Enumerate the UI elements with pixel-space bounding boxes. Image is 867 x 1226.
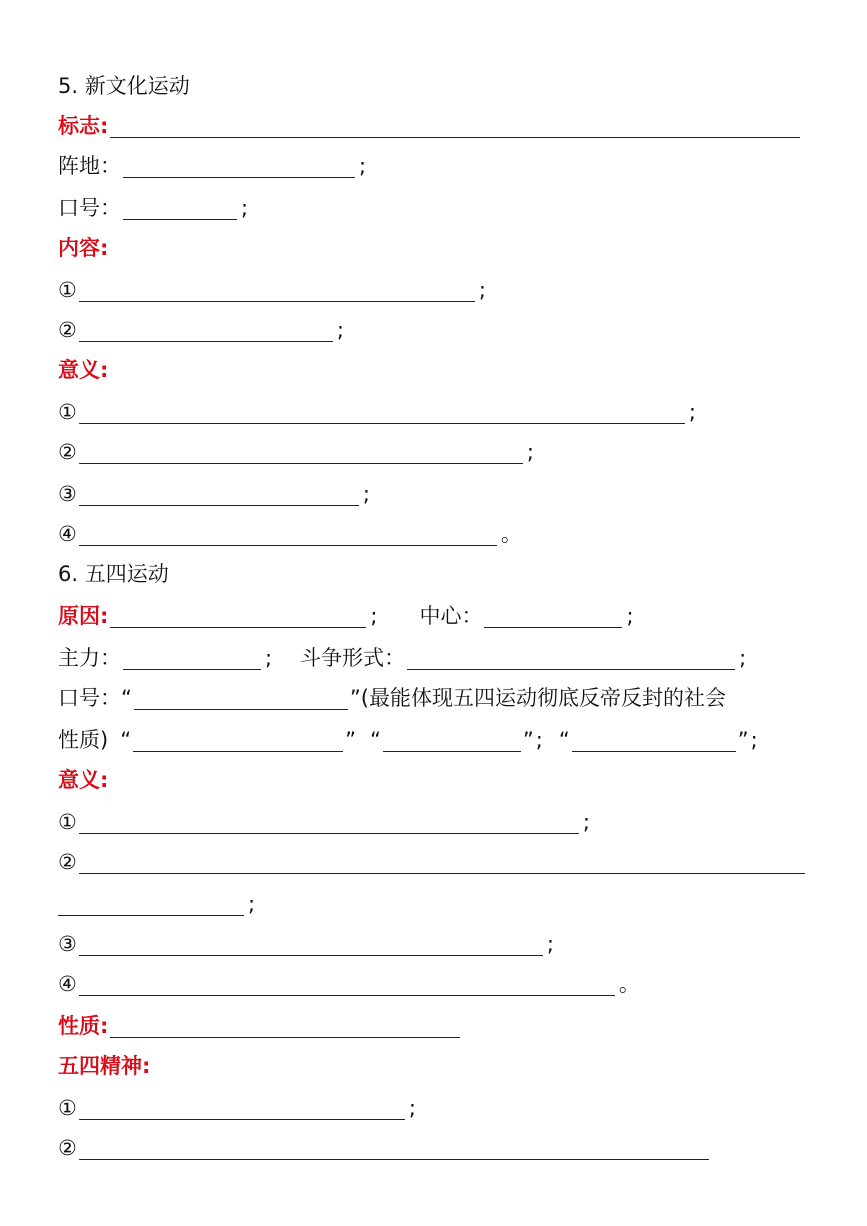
- form-label: 斗争形式：: [300, 646, 406, 670]
- open-quote: “: [369, 728, 381, 752]
- marker-2: ②: [58, 1136, 77, 1160]
- semicolon: ;: [362, 482, 370, 506]
- marker-4: ④: [58, 522, 77, 546]
- marker-2: ②: [58, 440, 77, 464]
- period: 。: [500, 522, 522, 546]
- content-blank-2[interactable]: [79, 319, 333, 342]
- marker-3: ③: [58, 482, 77, 506]
- nature-cont: 性质): [58, 728, 109, 752]
- center-blank[interactable]: [484, 605, 622, 628]
- slogan-label-5: 口号：: [58, 196, 121, 220]
- meaning-5-blank-3[interactable]: [79, 483, 359, 506]
- meaning-6-item-1: [58, 804, 590, 834]
- close-quote: ”: [522, 728, 534, 752]
- cause-blank[interactable]: [110, 605, 366, 628]
- meaning-label-5: 意义:: [58, 358, 109, 382]
- sign-row: [58, 108, 802, 138]
- section-6-heading: [58, 556, 169, 586]
- open-quote: “: [558, 728, 570, 752]
- close-quote: ”: [345, 728, 356, 752]
- force-label: 主力：: [58, 646, 121, 670]
- content-item-2: [58, 312, 344, 342]
- marker-1: ①: [58, 278, 77, 302]
- slogan-blank-1[interactable]: [134, 687, 348, 710]
- slogan-row-5: [58, 190, 248, 220]
- marker-2: ②: [58, 318, 77, 342]
- center-label: 中心：: [419, 604, 483, 628]
- semicolon: ;: [370, 604, 378, 628]
- marker-3: ③: [58, 932, 77, 956]
- semicolon: ;: [546, 932, 554, 956]
- spirit-heading: [58, 1048, 150, 1078]
- content-blank-1[interactable]: [79, 279, 475, 302]
- meaning-label-6: 意义:: [58, 768, 109, 792]
- slogan-row-6: [58, 680, 726, 710]
- meaning-heading-5: [58, 352, 108, 382]
- marker-4: ④: [58, 972, 77, 996]
- meaning-5-blank-4[interactable]: [79, 523, 497, 546]
- content-heading: [58, 230, 108, 260]
- period: 。: [618, 972, 640, 996]
- semicolon: ;: [750, 728, 758, 752]
- open-quote: “: [120, 728, 132, 752]
- section-5-heading: [58, 68, 190, 98]
- semicolon: ;: [688, 400, 696, 424]
- spirit-item-2: [58, 1130, 711, 1160]
- section-5-title: 5. 新文化运动: [58, 74, 190, 98]
- semicolon: ;: [626, 604, 634, 628]
- semicolon: ;: [535, 728, 543, 752]
- semicolon: ;: [478, 278, 486, 302]
- meaning-6-item-2-cont: [58, 886, 255, 916]
- open-quote: “: [121, 686, 132, 710]
- base-row: [58, 148, 366, 178]
- content-label: 内容:: [58, 236, 109, 260]
- meaning-6-item-4: [58, 966, 640, 996]
- nature-blank[interactable]: [110, 1015, 460, 1038]
- semicolon: ;: [265, 646, 273, 670]
- base-blank[interactable]: [123, 155, 355, 178]
- sign-blank[interactable]: [110, 115, 800, 138]
- slogan-blank-2[interactable]: [133, 729, 343, 752]
- semicolon: ;: [241, 196, 249, 220]
- force-blank[interactable]: [123, 647, 261, 670]
- marker-2: ②: [58, 850, 77, 874]
- semicolon: ;: [408, 1096, 416, 1120]
- close-quote: ”: [349, 686, 361, 710]
- meaning-5-item-3: [58, 476, 370, 506]
- meaning-6-blank-2-cont[interactable]: [58, 893, 244, 916]
- meaning-5-item-4: [58, 516, 522, 546]
- close-quote: ”: [737, 728, 749, 752]
- slogan-blank-3[interactable]: [383, 729, 521, 752]
- content-item-1: [58, 272, 486, 302]
- meaning-heading-6: [58, 762, 108, 792]
- semicolon: ;: [739, 646, 747, 670]
- marker-1: ①: [58, 400, 77, 424]
- nature-row: [58, 1008, 462, 1038]
- section-6-title: 6. 五四运动: [58, 562, 169, 586]
- sign-label: 标志:: [58, 114, 109, 138]
- semicolon: ;: [582, 810, 590, 834]
- spirit-blank-2[interactable]: [79, 1137, 709, 1160]
- spirit-item-1: [58, 1090, 416, 1120]
- meaning-6-blank-3[interactable]: [79, 933, 543, 956]
- semicolon: ;: [248, 892, 256, 916]
- semicolon: ;: [336, 318, 344, 342]
- slogan-label-6: 口号：: [58, 686, 121, 710]
- spirit-blank-1[interactable]: [79, 1097, 405, 1120]
- nature-label: 性质:: [58, 1014, 109, 1038]
- slogan-row-6-cont: [58, 722, 758, 752]
- meaning-5-item-2: [58, 434, 534, 464]
- form-blank[interactable]: [407, 647, 735, 670]
- slogan-blank-5[interactable]: [123, 197, 237, 220]
- semicolon: ;: [526, 440, 534, 464]
- spirit-label: 五四精神:: [58, 1054, 151, 1078]
- meaning-5-item-1: [58, 394, 696, 424]
- cause-label: 原因:: [58, 604, 109, 628]
- marker-1: ①: [58, 1096, 77, 1120]
- meaning-6-blank-2[interactable]: [79, 851, 805, 874]
- semicolon: ;: [359, 154, 367, 178]
- meaning-6-item-2: [58, 844, 807, 874]
- force-form-row: [58, 640, 746, 670]
- meaning-6-blank-1[interactable]: [79, 811, 579, 834]
- meaning-6-item-3: [58, 926, 554, 956]
- base-label: 阵地：: [58, 154, 121, 178]
- cause-center-row: [58, 598, 634, 628]
- slogan-note: (最能体现五四运动彻底反帝反封的社会: [360, 686, 726, 710]
- slogan-blank-4[interactable]: [572, 729, 736, 752]
- meaning-5-blank-2[interactable]: [79, 441, 523, 464]
- meaning-5-blank-1[interactable]: [79, 401, 685, 424]
- meaning-6-blank-4[interactable]: [79, 973, 615, 996]
- marker-1: ①: [58, 810, 77, 834]
